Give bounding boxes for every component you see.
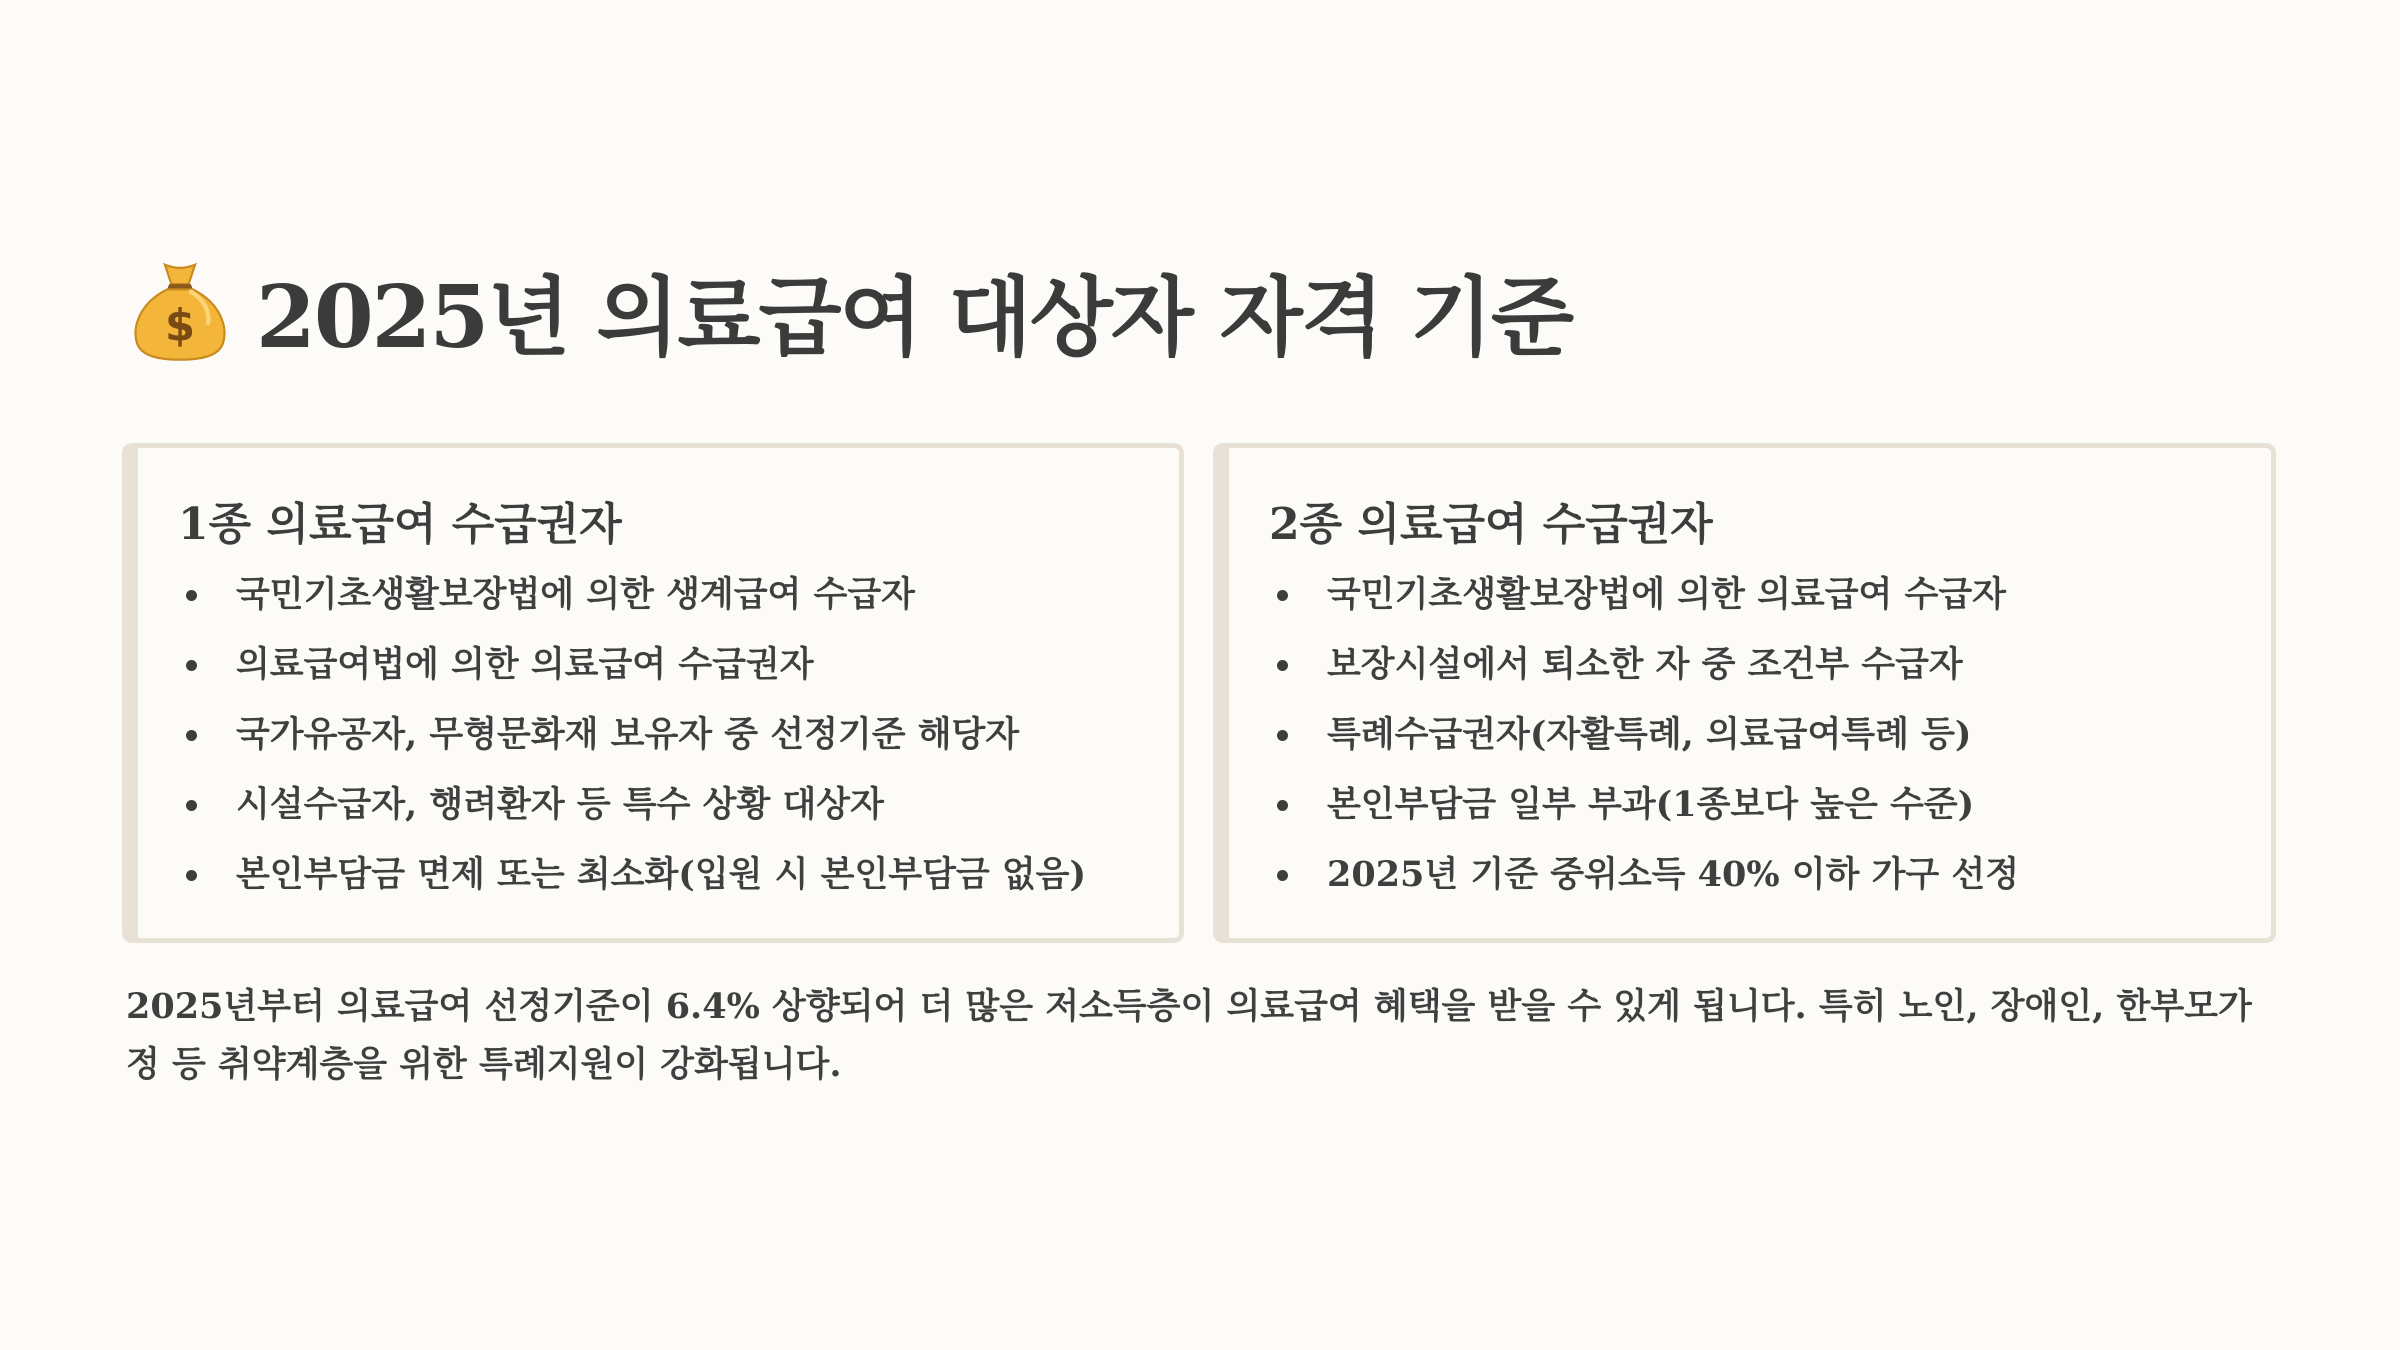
bullet-icon — [186, 590, 197, 601]
criteria-list — [178, 560, 1086, 910]
list-item-text: 시설수급자, 행려환자 등 특수 상황 대상자 — [236, 784, 884, 825]
list-item — [178, 840, 1086, 910]
page-title: 2025년 의료급여 대상자 자격 기준 — [256, 267, 1573, 368]
bullet-icon — [186, 660, 197, 671]
bullet-icon — [1277, 800, 1288, 811]
list-item-text: 본인부담금 일부 부과(1종보다 높은 수준) — [1327, 784, 1975, 825]
card-type2-recipients — [1213, 443, 2276, 943]
money-bag-icon — [126, 256, 234, 364]
list-item-text: 국가유공자, 무형문화재 보유자 중 선정기준 해당자 — [236, 714, 1020, 755]
page-title-row — [126, 250, 1572, 370]
bullet-icon — [186, 870, 197, 881]
bullet-icon — [1277, 590, 1288, 601]
list-item — [1269, 770, 2019, 840]
list-item — [178, 630, 1086, 700]
list-item — [178, 560, 1086, 630]
list-item-text: 본인부담금 면제 또는 최소화(입원 시 본인부담금 없음) — [236, 854, 1087, 895]
list-item-text: 2025년 기준 중위소득 40% 이하 가구 선정 — [1327, 854, 2020, 895]
card-type1-recipients — [122, 443, 1184, 943]
bullet-icon — [186, 730, 197, 741]
list-item — [1269, 560, 2019, 630]
list-item — [1269, 840, 2019, 910]
list-item — [178, 700, 1086, 770]
list-item — [1269, 630, 2019, 700]
list-item-text: 국민기초생활보장법에 의한 의료급여 수급자 — [1327, 574, 2006, 615]
list-item-text: 보장시설에서 퇴소한 자 중 조건부 수급자 — [1327, 644, 1963, 685]
bullet-icon — [1277, 730, 1288, 741]
criteria-list — [1269, 560, 2019, 910]
svg-text:$: $ — [164, 301, 196, 352]
bullet-icon — [1277, 870, 1288, 881]
bullet-icon — [186, 800, 197, 811]
card-title: 2종 의료급여 수급권자 — [1269, 499, 1713, 550]
bullet-icon — [1277, 660, 1288, 671]
card-title: 1종 의료급여 수급권자 — [178, 499, 622, 550]
list-item — [1269, 700, 2019, 770]
list-item-text: 특례수급권자(자활특례, 의료급여특례 등) — [1327, 714, 1972, 755]
list-item-text: 의료급여법에 의한 의료급여 수급권자 — [236, 644, 814, 685]
list-item-text: 국민기초생활보장법에 의한 생계급여 수급자 — [236, 574, 915, 615]
list-item — [178, 770, 1086, 840]
summary-paragraph: 2025년부터 의료급여 선정기준이 6.4% 상향되어 더 많은 저소득층이 의료급여 혜택을 받을 수 있게 됩니다. 특히 노인, 장애인, 한부모가정 등 취약계층을 위한 특례지원이 강화됩니다. — [126, 986, 2252, 1085]
